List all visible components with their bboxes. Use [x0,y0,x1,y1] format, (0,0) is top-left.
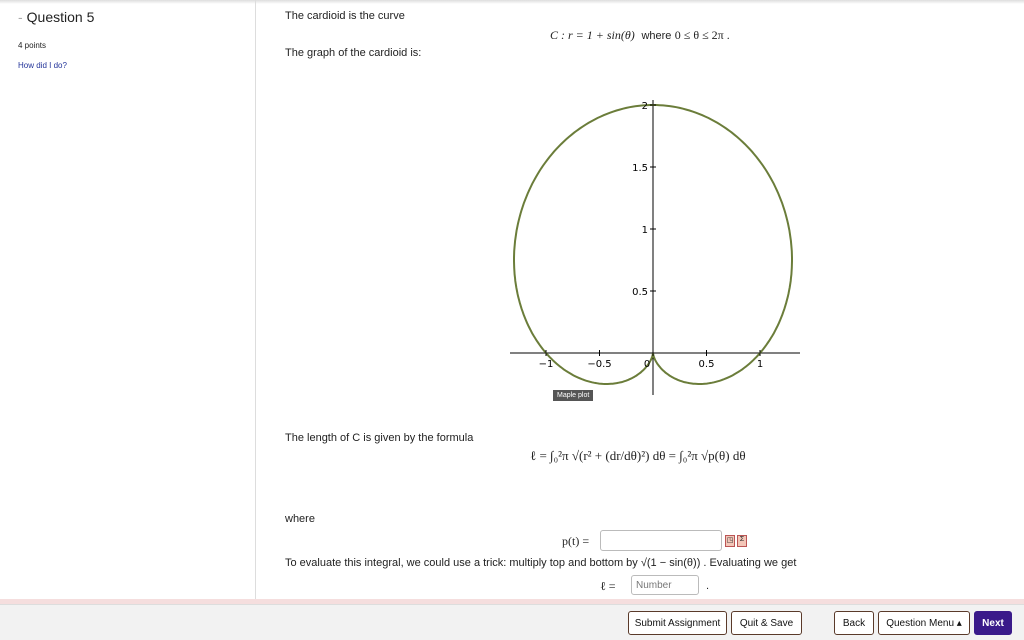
how-did-i-do-link[interactable]: How did I do? [18,61,67,70]
length-input[interactable]: Number [631,575,699,595]
back-button[interactable]: Back [834,611,874,635]
eq-lhs: C : r = 1 + sin(θ) [550,28,635,42]
graph-intro: The graph of the cardioid is: [285,47,422,59]
x-tick-label: 0 [643,359,651,370]
next-button[interactable]: Next [974,611,1012,635]
question-title[interactable]: - Question 5 [18,9,95,25]
submit-assignment-button[interactable]: Submit Assignment [628,611,727,635]
p-label: p(t) = [562,534,590,548]
trick-text: To evaluate this integral, we could use a trick: multiply top and bottom by √(1 − sin(θ)) . Evaluating we get [285,557,797,569]
y-tick-label: 0.5 [632,287,648,298]
length-intro: The length of C is given by the formula [285,432,474,444]
bottom-toolbar [0,604,1024,640]
x-tick-label: 0.5 [698,359,715,370]
where-text: where [285,513,315,525]
y-tick-label: 1 [641,225,648,236]
p-input[interactable] [600,530,722,551]
maple-plot-label: Maple plot [553,390,593,401]
curve-equation [550,28,730,43]
points: 4 points [18,41,47,50]
arc-length-formula: ℓ = ∫₀²π √(r² + (dr/dθ)²) dθ = ∫₀²π √p(θ) dθ [530,448,746,463]
preview-icon[interactable]: ◳ [725,535,735,547]
x-tick-label: 1 [756,359,764,370]
intro-text: The cardioid is the curve [285,10,405,22]
equation-editor-icon[interactable]: Σ [737,535,747,547]
question-menu-button[interactable]: Question Menu ▴ [878,611,970,635]
eq-where: where [641,30,672,42]
question-sidebar [0,0,256,604]
eq-range: 0 ≤ θ ≤ 2π . [674,28,730,42]
question-title-text: Question 5 [26,9,95,25]
y-tick-label: 1.5 [632,163,648,174]
cardioid-plot [500,95,810,395]
quit-save-button[interactable]: Quit & Save [731,611,802,635]
period: . [706,580,710,592]
x-tick-label: −1 [538,359,554,370]
y-tick-label: 2 [641,101,648,112]
x-tick-label: −0.5 [587,359,612,370]
l-label: ℓ = [600,579,616,593]
